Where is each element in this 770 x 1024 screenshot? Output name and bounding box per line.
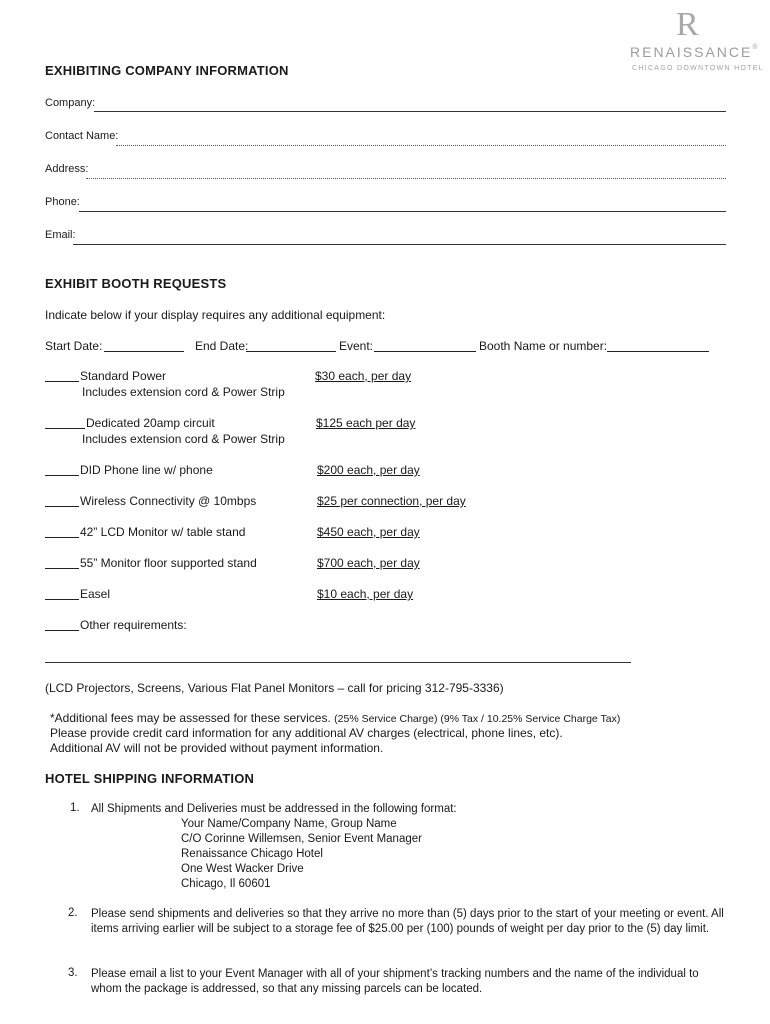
address-line: Your Name/Company Name, Group Name: [181, 818, 397, 830]
email-field-label: Email:: [45, 229, 76, 241]
email-field-line[interactable]: [73, 244, 726, 245]
other-requirements-checkbox[interactable]: [45, 620, 79, 631]
event-blank[interactable]: [374, 341, 476, 352]
contact-name-field-line[interactable]: [116, 145, 726, 146]
wireless-price: $25 per connection, per day: [317, 494, 466, 508]
shipping-item-text: Please send shipments and deliveries so that they arrive no more than (5) days prior to the start of your meeting or event. All items arriving earlier will be subject to a storage fee of $25.00 per (100) pounds of weight per day prior to the (5) day limit.: [91, 908, 724, 935]
address-field-label: Address:: [45, 163, 89, 175]
equipment-intro-text: Indicate below if your display requires any additional equipment:: [45, 308, 386, 322]
shipping-section-heading: HOTEL SHIPPING INFORMATION: [45, 771, 255, 786]
booth-number-blank[interactable]: [607, 341, 709, 352]
address-line: One West Wacker Drive: [181, 863, 304, 875]
shipping-item-text: All Shipments and Deliveries must be addressed in the following format:: [91, 803, 457, 815]
wireless-checkbox[interactable]: [45, 496, 79, 507]
address-line: C/O Corinne Willemsen, Senior Event Manager: [181, 833, 422, 845]
end-date-label: End Date:: [195, 339, 249, 353]
did-phone-price: $200 each, per day: [317, 463, 420, 477]
additional-fees-note: [50, 711, 620, 725]
shipping-item-number: 1.: [70, 802, 80, 814]
company-section-heading: EXHIBITING COMPANY INFORMATION: [45, 63, 289, 78]
easel-price: $10 each, per day: [317, 587, 414, 601]
dedicated-circuit-detail: Includes extension cord & Power Strip: [82, 432, 285, 446]
did-phone-label: DID Phone line w/ phone: [80, 463, 213, 477]
company-field-label: Company:: [45, 97, 96, 109]
address-field-line[interactable]: [86, 178, 726, 179]
monitor-55-label: 55” Monitor floor supported stand: [80, 556, 257, 570]
end-date-blank[interactable]: [246, 341, 336, 352]
standard-power-detail: Includes extension cord & Power Strip: [82, 385, 285, 399]
lcd-42-price: $450 each, per day: [317, 525, 420, 539]
easel-checkbox[interactable]: [45, 589, 79, 600]
start-date-label: Start Date:: [45, 339, 103, 353]
additional-fees-text: *Additional fees may be assessed for these services.: [50, 711, 331, 725]
did-phone-checkbox[interactable]: [45, 465, 79, 476]
lcd-42-label: 42” LCD Monitor w/ table stand: [80, 525, 246, 539]
shipping-item-text: Please email a list to your Event Manager with all of your shipment’s tracking numbers and the name of the individual to whom the package is addressed, so that any missing parcels can be located.: [91, 968, 699, 995]
credit-card-note: Please provide credit card information for any additional AV charges (electrical, phone lines, etc).: [50, 726, 563, 740]
standard-power-checkbox[interactable]: [45, 371, 79, 382]
lcd-42-checkbox[interactable]: [45, 527, 79, 538]
hotel-logo-text: RENAISSANCE: [630, 44, 753, 60]
dedicated-circuit-label: Dedicated 20amp circuit: [86, 416, 215, 430]
start-date-blank[interactable]: [104, 341, 184, 352]
booth-number-label: Booth Name or number:: [479, 339, 608, 353]
service-charge-text: (25% Service Charge) (9% Tax / 10.25% Service Charge Tax): [334, 713, 621, 725]
payment-required-note: Additional AV will not be provided without payment information.: [50, 741, 384, 755]
shipping-item-number: 3.: [68, 967, 78, 979]
phone-field-label: Phone:: [45, 196, 80, 208]
address-line: Renaissance Chicago Hotel: [181, 848, 323, 860]
company-field-line[interactable]: [94, 111, 726, 112]
event-label: Event:: [339, 339, 374, 353]
address-line: Chicago, Il 60601: [181, 878, 271, 890]
easel-label: Easel: [80, 587, 111, 601]
dedicated-circuit-price: $125 each per day: [316, 416, 416, 430]
other-requirements-label: Other requirements:: [80, 618, 187, 632]
wireless-label: Wireless Connectivity @ 10mbps: [80, 494, 257, 508]
shipping-item-number: 2.: [68, 907, 78, 919]
other-requirements-line[interactable]: [45, 662, 631, 663]
booth-section-heading: EXHIBIT BOOTH REQUESTS: [45, 276, 227, 291]
contact-name-field-label: Contact Name:: [45, 130, 119, 142]
registered-mark: ®: [752, 44, 760, 51]
standard-power-label: Standard Power: [80, 369, 167, 383]
hotel-logo-name: [630, 44, 760, 60]
hotel-logo-subtitle: CHICAGO DOWNTOWN HOTEL: [632, 65, 764, 72]
lcd-pricing-note: (LCD Projectors, Screens, Various Flat Panel Monitors – call for pricing 312-795-3336): [45, 681, 504, 695]
dedicated-circuit-checkbox[interactable]: [45, 418, 85, 429]
standard-power-price: $30 each, per day: [315, 369, 412, 383]
hotel-logo-mark: R: [676, 6, 699, 43]
monitor-55-checkbox[interactable]: [45, 558, 79, 569]
phone-field-line[interactable]: [79, 211, 726, 212]
monitor-55-price: $700 each, per day: [317, 556, 420, 570]
